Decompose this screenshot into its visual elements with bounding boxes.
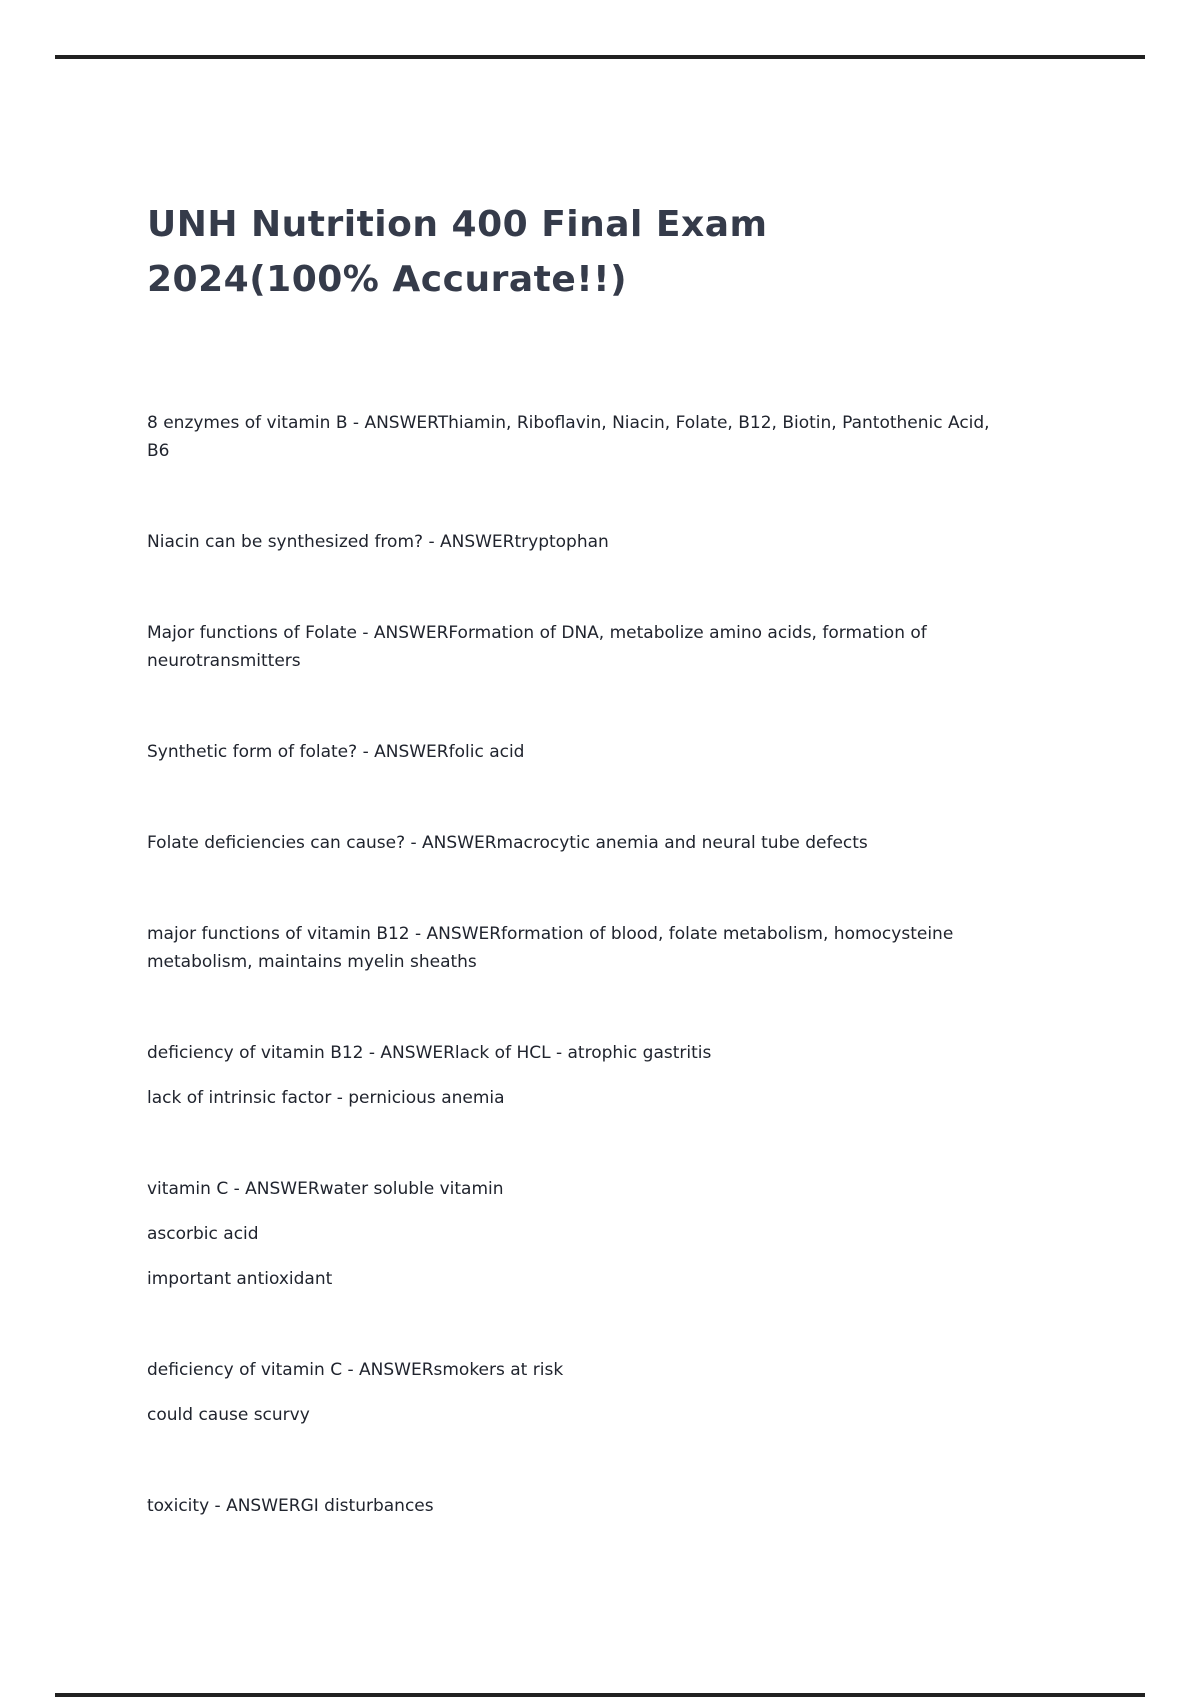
qa-line: deficiency of vitamin C - ANSWERsmokers at risk (147, 1360, 564, 1380)
qa-line: 8 enzymes of vitamin B - ANSWERThiamin, Riboflavin, Niacin, Folate, B12, Biotin, Pantothenic Acid, (147, 413, 990, 433)
qa-block (147, 920, 1077, 976)
qa-paragraph (147, 829, 1077, 857)
qa-block (147, 1175, 1077, 1293)
qa-paragraph (147, 1084, 1077, 1112)
qa-paragraph (147, 1401, 1077, 1429)
qa-paragraph (147, 738, 1077, 766)
qa-paragraph (147, 1265, 1077, 1293)
qa-paragraph (147, 1220, 1077, 1248)
qa-paragraph (147, 920, 1077, 976)
document-title (147, 197, 1077, 307)
qa-line: toxicity - ANSWERGI disturbances (147, 1496, 434, 1516)
qa-block (147, 1039, 1077, 1112)
qa-line: important antioxidant (147, 1269, 333, 1289)
qa-paragraph (147, 1175, 1077, 1203)
qa-block (147, 738, 1077, 766)
qa-line: major functions of vitamin B12 - ANSWERformation of blood, folate metabolism, homocysteine (147, 924, 954, 944)
qa-block (147, 1492, 1077, 1520)
qa-paragraph (147, 619, 1077, 675)
qa-line: vitamin C - ANSWERwater soluble vitamin (147, 1179, 504, 1199)
qa-line: Synthetic form of folate? - ANSWERfolic acid (147, 742, 525, 762)
title-line-1: UNH Nutrition 400 Final Exam (147, 204, 768, 245)
qa-line: B6 (147, 441, 170, 461)
qa-block (147, 619, 1077, 675)
qa-line: lack of intrinsic factor - pernicious anemia (147, 1088, 505, 1108)
title-line-2: 2024(100% Accurate!!) (147, 259, 628, 300)
qa-block (147, 528, 1077, 556)
qa-paragraph (147, 528, 1077, 556)
qa-block (147, 409, 1077, 465)
qa-block (147, 1356, 1077, 1429)
qa-line: Major functions of Folate - ANSWERFormation of DNA, metabolize amino acids, formation of (147, 623, 927, 643)
qa-line: ascorbic acid (147, 1224, 259, 1244)
qa-line: Niacin can be synthesized from? - ANSWERtryptophan (147, 532, 609, 552)
qa-line: deficiency of vitamin B12 - ANSWERlack of HCL - atrophic gastritis (147, 1043, 712, 1063)
qa-line: Folate deficiencies can cause? - ANSWERmacrocytic anemia and neural tube defects (147, 833, 868, 853)
qa-line: could cause scurvy (147, 1405, 310, 1425)
qa-line: metabolism, maintains myelin sheaths (147, 952, 477, 972)
qa-list (147, 409, 1077, 1520)
document-content (147, 0, 1077, 1520)
bottom-rule (55, 1693, 1145, 1697)
qa-paragraph (147, 409, 1077, 465)
qa-paragraph (147, 1039, 1077, 1067)
qa-paragraph (147, 1492, 1077, 1520)
qa-paragraph (147, 1356, 1077, 1384)
qa-line: neurotransmitters (147, 651, 301, 671)
qa-block (147, 829, 1077, 857)
